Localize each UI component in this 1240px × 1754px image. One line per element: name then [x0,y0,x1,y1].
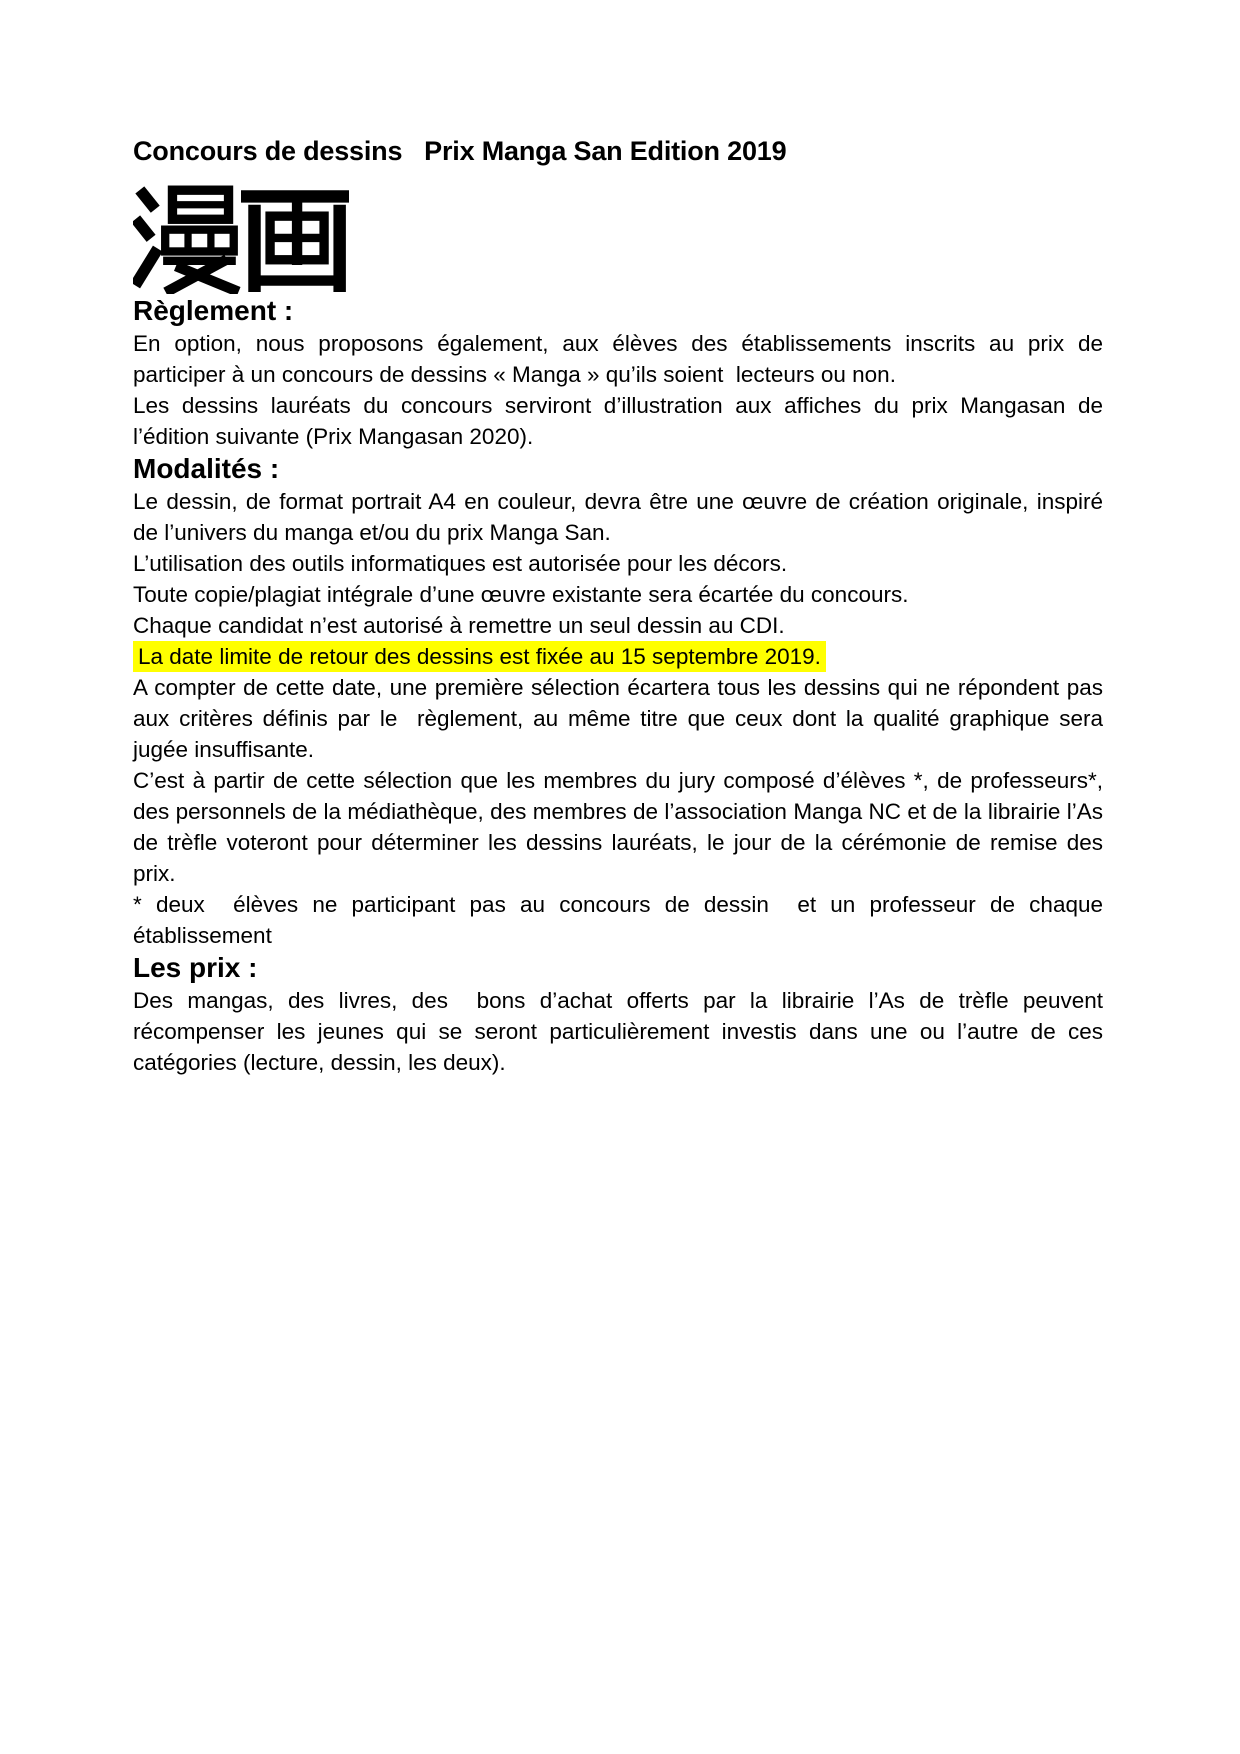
paragraph-reglement-1: En option, nous proposons également, aux élèves des établissements inscrits au prix de participer à un concours de dessins « Manga » qu’ils soient lecteurs ou non. [133,331,1110,387]
paragraph-prix-1: Des mangas, des livres, des bons d’achat offerts par la librairie l’As de trèfle peuvent récompenser les jeunes qui se seront particulièrement investis dans une ou l’autre de ces catégories (lecture, dessin, les deux). [133,988,1110,1075]
paragraph-modalites-2: L’utilisation des outils informatiques est autorisée pour les décors. [133,551,788,576]
deadline-highlighted-text: La date limite de retour des dessins est fixée au 15 septembre 2019. [133,641,826,672]
paragraph-modalites-1: Le dessin, de format portrait A4 en couleur, devra être une œuvre de création originale, inspiré de l’univers du manga et/ou du prix Manga San. [133,489,1110,545]
section-heading-modalites: Modalités : [133,453,280,484]
paragraph-selection-footnote: * deux élèves ne participant pas au concours de dessin et un professeur de chaque établissement [133,892,1110,948]
document-content [133,136,1110,1078]
paragraph-reglement-2: Les dessins lauréats du concours serviront d’illustration aux affiches du prix Mangasan de l’édition suivante (Prix Mangasan 2020). [133,393,1110,449]
paragraph-modalites-4: Chaque candidat n’est autorisé à remettre un seul dessin au CDI. [133,613,785,638]
section-heading-prix: Les prix : [133,952,258,983]
section-heading-reglement: Règlement : [133,295,294,326]
paragraph-selection-2: C’est à partir de cette sélection que les membres du jury composé d’élèves *, de professeurs*, des personnels de la médiathèque, des membres de l’association Manga NC et de la librairie l’As de trèfle voteront pour déterminer les dessins lauréats, le jour de la cérémonie de remise des prix. [133,768,1110,886]
paragraph-selection-1: A compter de cette date, une première sélection écartera tous les dessins qui ne répondent pas aux critères définis par le règlement, au même titre que ceux dont la qualité graphique sera jugée insuffisante. [133,675,1110,762]
document-title: Concours de dessins Prix Manga San Edition 2019 [133,136,787,166]
deadline-line [133,641,1103,672]
manga-kanji-image [133,184,349,294]
paragraph-modalites-3: Toute copie/plagiat intégrale d’une œuvre existante sera écartée du concours. [133,582,909,607]
manga-kanji-svg [133,184,349,294]
